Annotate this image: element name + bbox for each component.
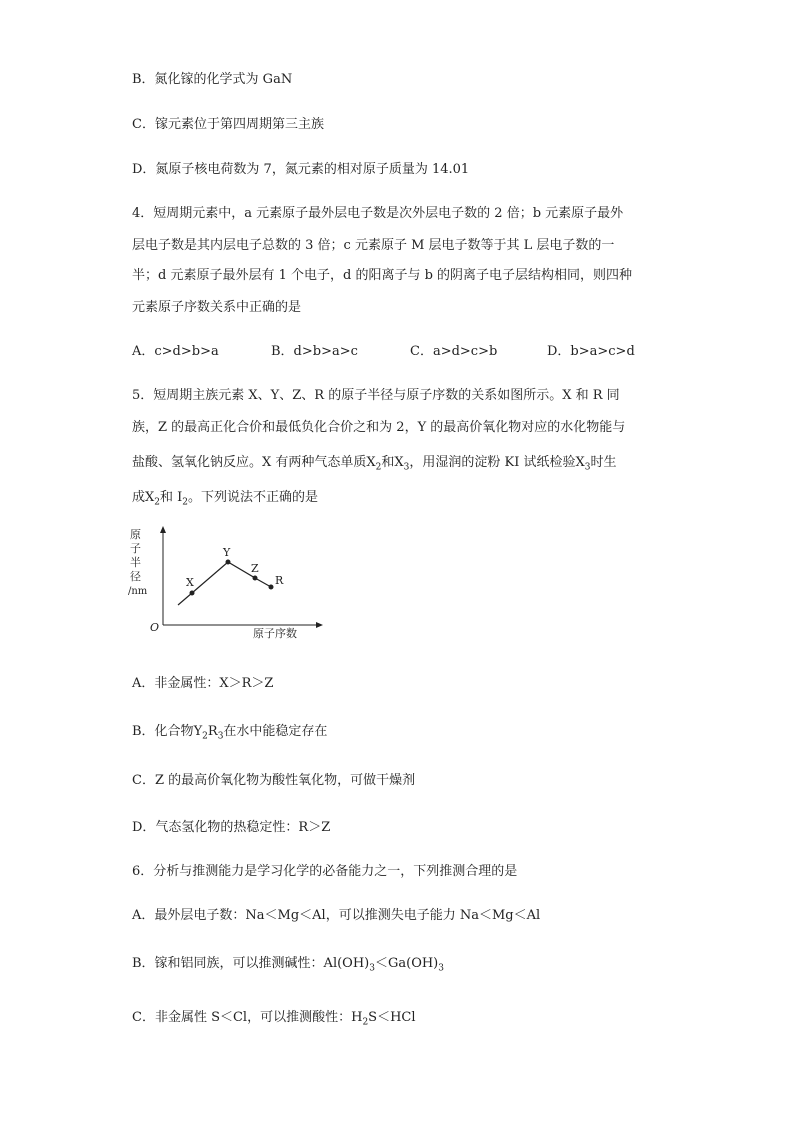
q4-stem-line-1: 4．短周期元素中，a 元素原子最外层电子数是次外层电子数的 2 倍；b 元素原子最外 [132,206,624,221]
q5-stem-line-1: 5．短周期主族元素 X、Y、Z、R 的原子半径与原子序数的关系如图所示。X 和 R 同 [132,388,620,403]
q5-option-a: A．非金属性：X＞R＞Z [132,676,274,691]
graph-point-z [253,576,258,581]
graph-ylabel-char-1: 原 [130,528,141,541]
graph-xlabel: 原子序数 [253,627,297,640]
graph-label-r: R [275,574,284,587]
q5-stem-line-2: 族，Z 的最高正化合价和最低负化合价之和为 2，Y 的最高价氧化物对应的水化物能与 [132,420,626,435]
q4-option-b: B．d>b>a>c [271,344,358,359]
graph-ylabel-unit: /nm [128,586,148,597]
graph-label-z: Z [251,562,259,575]
q4-option-c: C．a>d>c>b [410,344,498,359]
q6-option-b: B．镓和铝同族，可以推测碱性：$Al(OH)_3<Ga(OH)_3$ [132,956,444,974]
q5-option-d: D．气态氢化物的热稳定性：R＞Z [132,820,331,835]
q4-stem-line-3: 半；d 元素原子最外层有 1 个电子，d 的阳离子与 b 的阴离子电子层结构相同，则四种 [132,268,633,283]
graph-label-y: Y [223,546,231,559]
q6-option-a: A．最外层电子数：Na＜Mg＜Al，可以推测失电子能力 Na＜Mg＜Al [132,908,541,923]
q3-option-c: C．镓元素位于第四周期第三主族 [132,117,324,132]
graph-point-y [226,560,231,565]
q4-option-a: A．c>d>b>a [132,344,219,359]
q4-option-d: D．b>a>c>d [547,344,635,359]
q4-stem-line-2: 层电子数是其内层电子总数的 3 倍；c 元素原子 M 层电子数等于其 L 层电子数的一 [132,238,615,253]
graph-point-x [190,591,195,596]
graph-origin: O [150,621,160,634]
graph-point-r [269,585,274,590]
q5-stem-line-4: 成$X_2$和 $I_2$。下列说法不正确的是 [132,490,319,508]
graph-y-arrow [160,526,166,533]
q6-stem: 6．分析与推测能力是学习化学的必备能力之一，下列推测合理的是 [132,864,518,879]
q4-stem-line-4: 元素原子序数关系中正确的是 [132,300,302,315]
q3-option-b: B．氮化镓的化学式为 GaN [132,72,293,87]
graph-ylabel-char-2: 子 [130,542,141,555]
graph-label-x: X [186,576,194,589]
graph-ylabel-char-3: 半 [130,556,141,569]
q5-stem-line-3: 盐酸、氢氧化钠反应。X 有两种气态单质$X_2$和$X_3$，用湿润的淀粉 KI 试纸检验$X_3$时生 [132,455,617,473]
q5-option-c: C．Z 的最高价氧化物为酸性氧化物，可做干燥剂 [132,773,416,788]
atomic-radius-graph [128,525,328,645]
q5-option-b: B．化合物$Y_2R_3$在水中能稳定存在 [132,724,328,742]
graph-x-arrow [316,622,323,628]
q6-option-c: C．非金属性 S＜Cl，可以推测酸性：$H_2S<HCl$ [132,1010,416,1028]
graph-ylabel-char-4: 径 [130,570,141,583]
q3-option-d: D．氮原子核电荷数为 7，氮元素的相对原子质量为 14.01 [132,162,470,177]
